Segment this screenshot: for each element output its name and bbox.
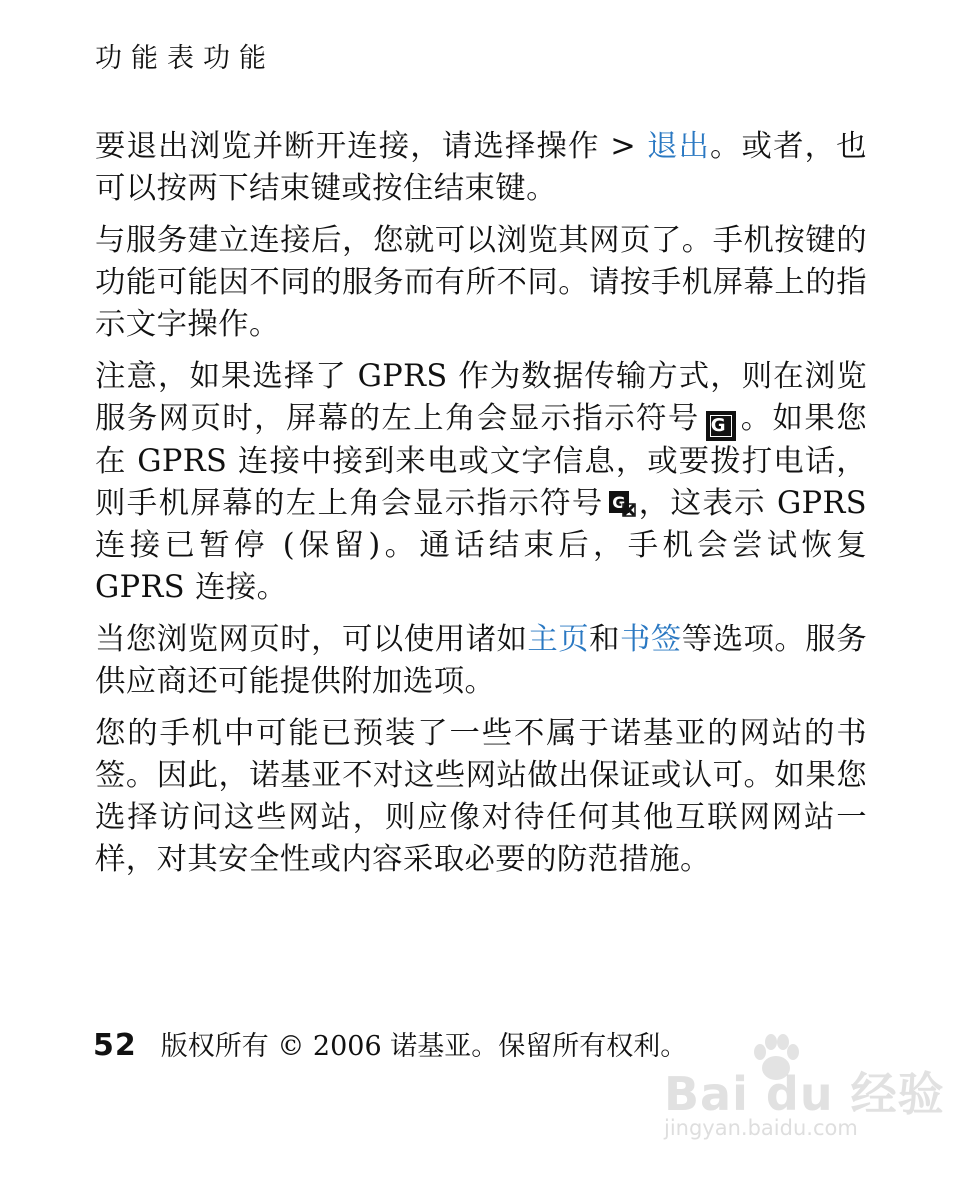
homepage-link[interactable]: 主页 bbox=[527, 622, 590, 657]
paragraph-text: ，这表示 GPRS 连接已暂停 (保留)。通话结束后，手机会尝试恢复 GPRS 连接。 bbox=[95, 486, 868, 605]
menu-exit-link[interactable]: 退出 bbox=[646, 129, 711, 164]
paragraph-text: 注意，如果选择了 GPRS 作为数据传输方式，则在浏览服务网页时，屏幕的左上角会显示指示符号 bbox=[95, 359, 867, 436]
paragraph-text: 和 bbox=[589, 622, 621, 657]
paragraph-text: 。如果您在 GPRS 连接中接到来电或文字信息，或要拨打电话，则手机屏幕的左上角会显示指示符号 bbox=[95, 401, 867, 521]
paragraph-gprs-note bbox=[95, 356, 867, 609]
paragraph-text: 要退出浏览并断开连接，请选择 bbox=[95, 129, 537, 164]
watermark-url: jingyan.baidu.com bbox=[664, 1116, 858, 1140]
bookmarks-link[interactable]: 书签 bbox=[620, 622, 682, 657]
watermark bbox=[664, 1028, 945, 1148]
paragraph-browse-options bbox=[95, 619, 867, 703]
gprs-g-icon: G bbox=[706, 411, 736, 441]
paragraph-text: 与服务建立连接后，您就可以浏览其网页了。手机按键的功能可能因不同的服务而有所不同。请按手机屏幕上的指示文字操作。 bbox=[95, 223, 867, 342]
menu-separator: > bbox=[599, 129, 647, 164]
main-content bbox=[95, 126, 867, 891]
page-number: 52 bbox=[93, 1028, 137, 1063]
watermark-logo-text: Bai du 经验 bbox=[664, 1067, 945, 1121]
gprs-suspended-icon bbox=[606, 487, 636, 517]
copyright-notice: 版权所有 © 2006 诺基亚。保留所有权利。 bbox=[160, 1031, 688, 1062]
menu-options-label: 操作 bbox=[536, 129, 600, 164]
page-header-title: 功能表功能 bbox=[95, 43, 275, 74]
paragraph-text: 当您浏览网页时，可以使用诸如 bbox=[95, 622, 528, 657]
paragraph-text: 您的手机中可能已预装了一些不属于诺基亚的网站的书签。因此，诺基亚不对这些网站做出保证或认可。如果您选择访问这些网站，则应像对待任何其他互联网网站一样，对其安全性或内容采取必要的防范措施。 bbox=[95, 716, 867, 877]
paragraph-browse-pages bbox=[95, 220, 867, 346]
paragraph-text: 。或者，也可以按两下结束键或按住结束键。 bbox=[95, 129, 867, 206]
paragraph-exit-browser bbox=[95, 126, 867, 210]
paragraph-preinstalled-bookmarks bbox=[95, 713, 867, 881]
paragraph-text: 等选项。服务供应商还可能提供附加选项。 bbox=[95, 622, 867, 699]
page-footer bbox=[93, 1024, 687, 1063]
svg-text:G: G bbox=[611, 493, 626, 512]
